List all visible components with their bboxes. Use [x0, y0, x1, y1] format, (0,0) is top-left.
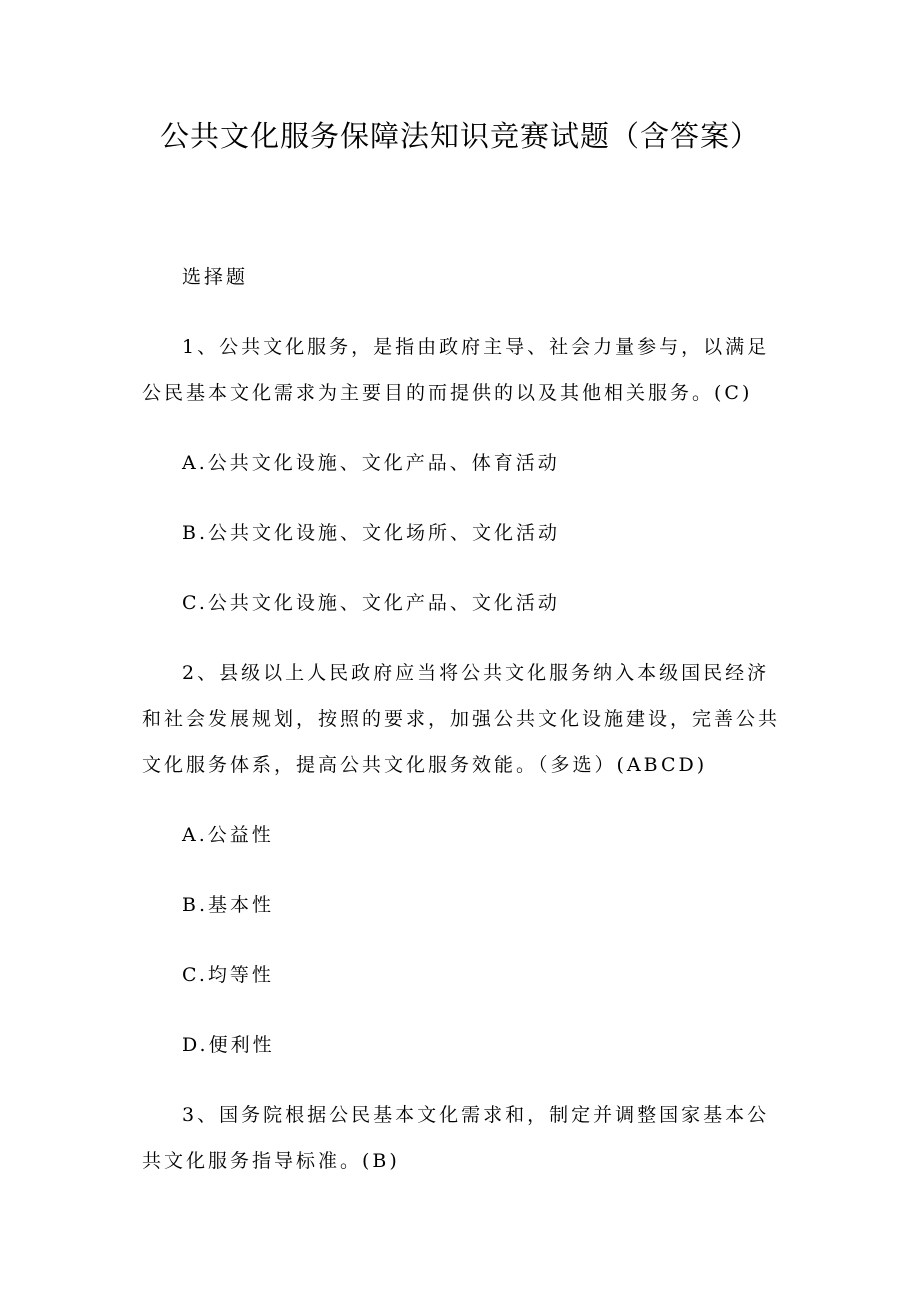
question-2-option-c: C.均等性 [182, 964, 274, 986]
question-3-text: 3、国务院根据公民基本文化需求和，制定并调整国家基本公共文化服务指导标准。(B) [142, 1104, 770, 1172]
question-1-text: 1、公共文化服务，是指由政府主导、社会力量参与，以满足公民基本文化需求为主要目的而提供的以及其他相关服务。(C) [142, 336, 770, 404]
document-body [142, 254, 782, 1208]
question-2-text: 2、县级以上人民政府应当将公共文化服务纳入本级国民经济和社会发展规划，按照的要求，加强公共文化设施建设，完善公共文化服务体系，提高公共文化服务效能。（多选）(ABCD) [142, 662, 781, 776]
question-1-option-b: B.公共文化设施、文化场所、文化活动 [182, 522, 561, 544]
question-1-option-c: C.公共文化设施、文化产品、文化活动 [182, 592, 560, 614]
question-2-option-b: B.基本性 [182, 894, 275, 916]
question-1-option-a: A.公共文化设施、文化产品、体育活动 [182, 452, 560, 474]
section-heading: 选择题 [182, 266, 249, 288]
question-2-option-d: D.便利性 [182, 1034, 275, 1056]
document-title: 公共文化服务保障法知识竞赛试题（含答案） [159, 119, 760, 153]
question-2-option-a: A.公益性 [182, 824, 274, 846]
